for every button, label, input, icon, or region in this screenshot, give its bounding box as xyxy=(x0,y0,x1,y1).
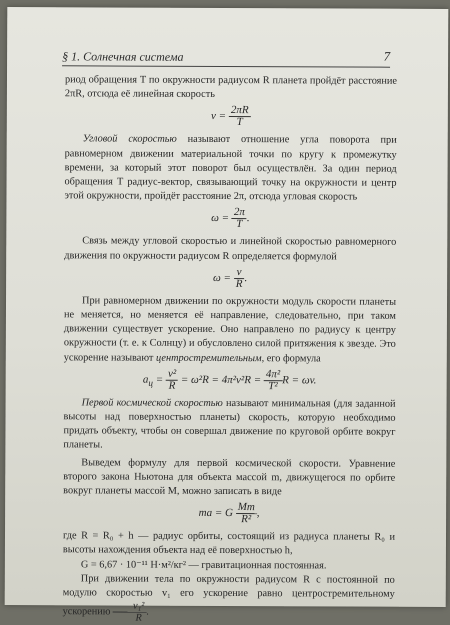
formula-tail: . xyxy=(244,271,248,284)
paragraph: Выведем формулу для первой космической скорости. Уравнение второго закона Ньютона для объекта массой m, движущегося по орбите вокруг планеты массой M, можно записать в виде xyxy=(63,457,396,498)
numerator: v xyxy=(234,267,245,279)
paragraph xyxy=(63,572,395,625)
term-angular-speed: Угловой скоростью xyxy=(82,133,177,146)
numerator: Mm xyxy=(236,502,257,514)
denominator: R xyxy=(235,277,243,290)
paragraph-text: При движении тела по окружности радиусом R с постоянной по модулю скоростью v₁ его ускорение равно центростремительному ускорению xyxy=(62,573,395,618)
paragraph-text: называют минимальная (для заданной высоты над поверхностью планеты) скорость, которую необходимо придать объекту, чтобы он совершал движение по круговой орбите вокруг планеты. xyxy=(63,397,396,451)
fraction xyxy=(264,369,282,392)
formula-lhs: ω = xyxy=(213,271,232,284)
paragraph: риод обращения T по окружности радиусом R планета пройдёт расстояние 2πR, отсюда её линейная скорость xyxy=(64,74,398,101)
formula-lhs: a xyxy=(142,373,149,386)
paragraph-text: При равномерном движении по окружности модуль скорости планеты не меняется, но меняется её направление, следовательно, при таком движении существует ускорение. Оно направлено по радиусу к центру окружности (т. е. к Солнцу) и обусловлено силой притяжения к звезде. Это ускорение называют xyxy=(63,295,397,364)
fraction xyxy=(236,502,257,525)
running-header xyxy=(62,47,390,67)
paragraph: где R = R₀ + h — радиус орбиты, состоящий из радиуса планеты R₀ и высоты нахождения объекта над её поверхностью h, xyxy=(62,530,396,557)
paragraph xyxy=(63,396,395,454)
formula-newton-second-law xyxy=(63,502,395,526)
paragraph: G = 6,67 · 10⁻¹¹ Н·м²/кг² — гравитационная постоянная. xyxy=(80,559,327,572)
fraction xyxy=(232,207,247,230)
paragraph xyxy=(64,294,396,366)
formula-lhs: ω = xyxy=(211,212,230,225)
denominator: T² xyxy=(268,380,278,393)
numerator: 2πR xyxy=(229,105,251,117)
formula-middle: = ω²R = 4π²ν²R = xyxy=(178,373,264,387)
denominator: T xyxy=(236,116,243,129)
denominator: R xyxy=(168,379,176,392)
paragraph xyxy=(64,133,396,205)
formula-tail: , xyxy=(256,507,260,520)
formula-linear-speed xyxy=(65,105,397,129)
section-title: § 1. Солнечная система xyxy=(62,49,184,64)
formula-eq: = xyxy=(152,373,166,386)
formula-speed-relation xyxy=(64,266,396,290)
formula-subscript: ц xyxy=(148,377,154,388)
fraction xyxy=(234,265,248,290)
term-first-cosmic-speed: Первой космической скоростью xyxy=(81,397,223,409)
formula-angular-speed xyxy=(64,207,396,231)
formula-centripetal-acceleration xyxy=(64,368,396,392)
numerator: 4π² xyxy=(264,369,282,381)
denominator: R xyxy=(135,612,142,624)
numerator: v₁² xyxy=(113,601,146,613)
fraction xyxy=(166,369,178,392)
numerator: 2π xyxy=(232,207,247,219)
body-text xyxy=(63,73,397,625)
fraction xyxy=(113,601,146,624)
numerator: v² xyxy=(166,369,178,381)
paragraph: Связь между угловой скоростью и линейной скоростью равномерного движения по окружности радиусом R определяется формулой xyxy=(64,235,397,263)
formula-tail: . xyxy=(246,212,250,225)
denominator: R² xyxy=(241,513,252,526)
formula-tail: . xyxy=(146,606,149,618)
formula-lhs: ma = G xyxy=(198,507,233,520)
denominator: T xyxy=(236,218,243,231)
paragraph-text: называют отношение угла поворота при равномерном движении материальной точки по кругу к промежутку времени, за который этот поворот был осуществлён. За один период обращения T радиус-вектор, связывающий точку на окружности и центр этой окружности, пройдёт расстояние 2π, отсюда угловая скорость xyxy=(64,134,397,203)
book-page xyxy=(5,7,449,624)
page-number: 7 xyxy=(383,48,391,64)
term-centripetal: центростремительным xyxy=(155,352,262,364)
paragraph-text: , его формула xyxy=(261,352,321,365)
fraction xyxy=(229,105,251,128)
formula-tail: R = ωv. xyxy=(282,374,317,387)
formula-lhs: v = xyxy=(211,110,227,123)
